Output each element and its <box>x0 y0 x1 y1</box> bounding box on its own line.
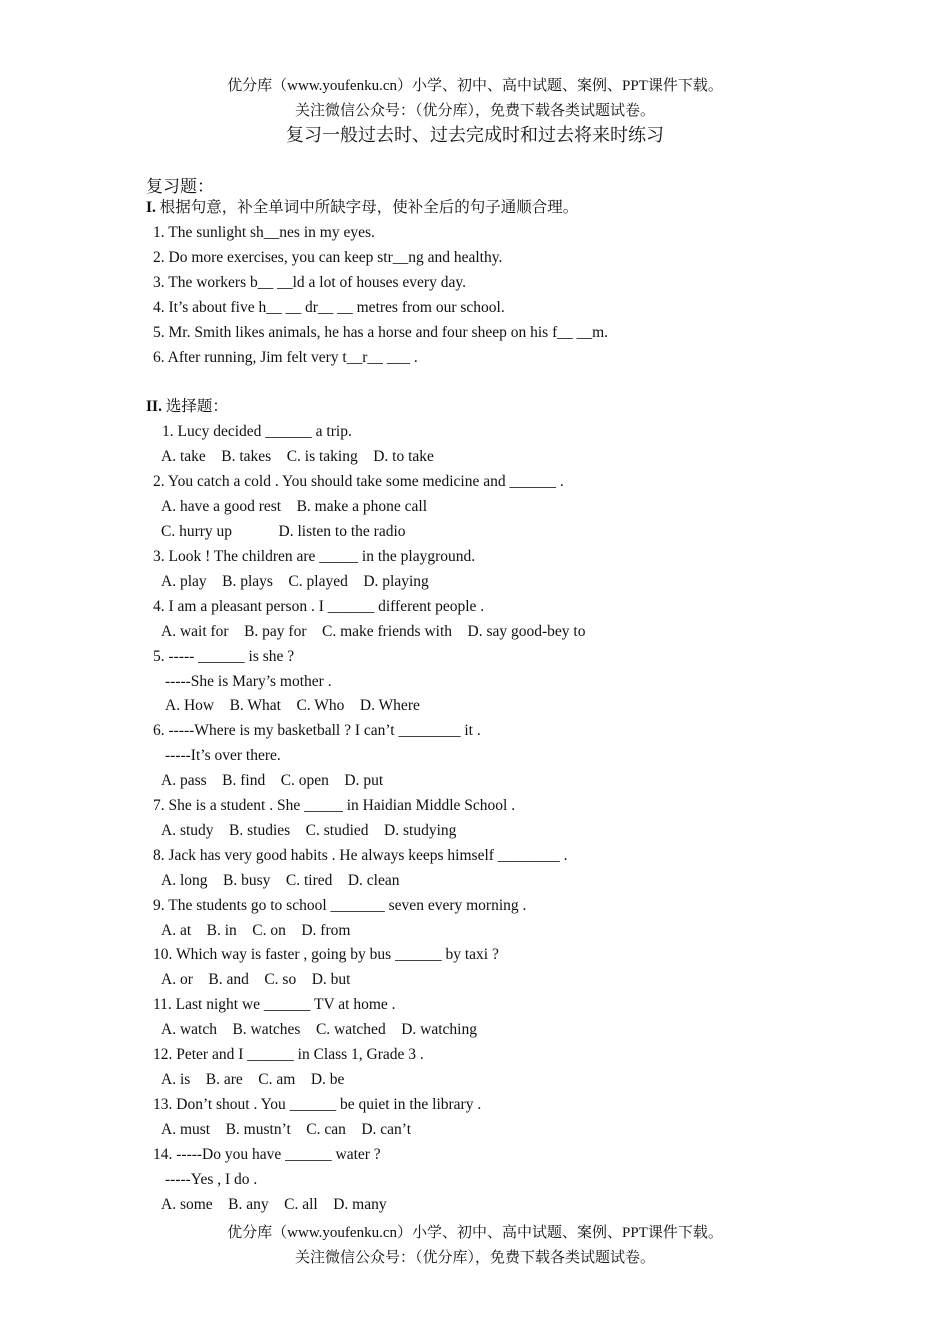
options: A. pass B. find C. open D. put <box>161 772 384 789</box>
options: C. hurry up D. listen to the radio <box>161 523 406 540</box>
question: 3. Look ! The children are _____ in the playground. <box>153 548 476 565</box>
header-line-2: 关注微信公众号：（优分库），免费下载各类试题试卷。 <box>294 103 655 119</box>
question: 6. -----Where is my basketball ? I can’t ________ it . <box>153 722 481 739</box>
options: A. play B. plays C. played D. playing <box>161 573 429 590</box>
options: A. study B. studies C. studied D. studying <box>161 822 457 839</box>
part1-heading <box>146 198 578 218</box>
header-line-1: 优分库（www.youfenku.cn）小学、初中、高中试题、案例、PPT课件下载。 <box>227 78 723 94</box>
review-heading: 复习题： <box>146 177 214 196</box>
page-title: 复习一般过去时、过去完成时和过去将来时练习 <box>286 125 664 145</box>
options: A. watch B. watches C. watched D. watching <box>161 1021 477 1038</box>
part2-instruction: 选择题： <box>165 398 228 415</box>
part1-item: 4. It’s about five h__ __ dr__ __ metres from our school. <box>153 299 505 316</box>
question: 12. Peter and I ______ in Class 1, Grade 3 . <box>153 1046 424 1063</box>
question: 10. Which way is faster , going by bus ______ by taxi ? <box>153 946 499 963</box>
options: A. some B. any C. all D. many <box>161 1196 387 1213</box>
part1-label: I. <box>146 199 156 216</box>
question: 11. Last night we ______ TV at home . <box>153 996 396 1013</box>
question: 5. ----- ______ is she ? <box>153 648 295 665</box>
options: A. take B. takes C. is taking D. to take <box>161 448 434 465</box>
part1-item: 1. The sunlight sh__nes in my eyes. <box>153 224 375 241</box>
options: A. is B. are C. am D. be <box>161 1071 345 1088</box>
options: A. at B. in C. on D. from <box>161 922 351 939</box>
dialogue-line: -----She is Mary’s mother . <box>165 673 332 690</box>
options: A. have a good rest B. make a phone call <box>161 498 427 515</box>
question: 8. Jack has very good habits . He always keeps himself ________ . <box>153 847 568 864</box>
options: A. or B. and C. so D. but <box>161 971 351 988</box>
question: 9. The students go to school _______ seven every morning . <box>153 897 527 914</box>
part1-instruction: 根据句意，补全单词中所缺字母，使补全后的句子通顺合理。 <box>159 199 579 216</box>
question: 1. Lucy decided ______ a trip. <box>162 423 352 440</box>
part1-item: 3. The workers b__ __ld a lot of houses every day. <box>153 274 466 291</box>
footer-line-2: 关注微信公众号：（优分库），免费下载各类试题试卷。 <box>294 1250 655 1266</box>
options: A. long B. busy C. tired D. clean <box>161 872 400 889</box>
question: 14. -----Do you have ______ water ? <box>153 1146 381 1163</box>
options: A. wait for B. pay for C. make friends with D. say good-bey to <box>161 623 586 640</box>
dialogue-line: -----Yes , I do . <box>165 1171 258 1188</box>
part1-item: 2. Do more exercises, you can keep str__ng and healthy. <box>153 249 503 266</box>
question: 13. Don’t shout . You ______ be quiet in the library . <box>153 1096 482 1113</box>
part1-item: 5. Mr. Smith likes animals, he has a horse and four sheep on his f__ __m. <box>153 324 609 341</box>
options: A. must B. mustn’t C. can D. can’t <box>161 1121 411 1138</box>
part1-item: 6. After running, Jim felt very t__r__ ___ . <box>153 349 418 366</box>
part2-label: II. <box>146 398 162 415</box>
dialogue-line: -----It’s over there. <box>165 747 281 764</box>
part2-heading <box>146 397 228 417</box>
question: 2. You catch a cold . You should take some medicine and ______ . <box>153 473 564 490</box>
question: 4. I am a pleasant person . I ______ different people . <box>153 598 485 615</box>
footer-line-1: 优分库（www.youfenku.cn）小学、初中、高中试题、案例、PPT课件下载。 <box>227 1225 723 1241</box>
question: 7. She is a student . She _____ in Haidian Middle School . <box>153 797 516 814</box>
options: A. How B. What C. Who D. Where <box>165 697 420 714</box>
